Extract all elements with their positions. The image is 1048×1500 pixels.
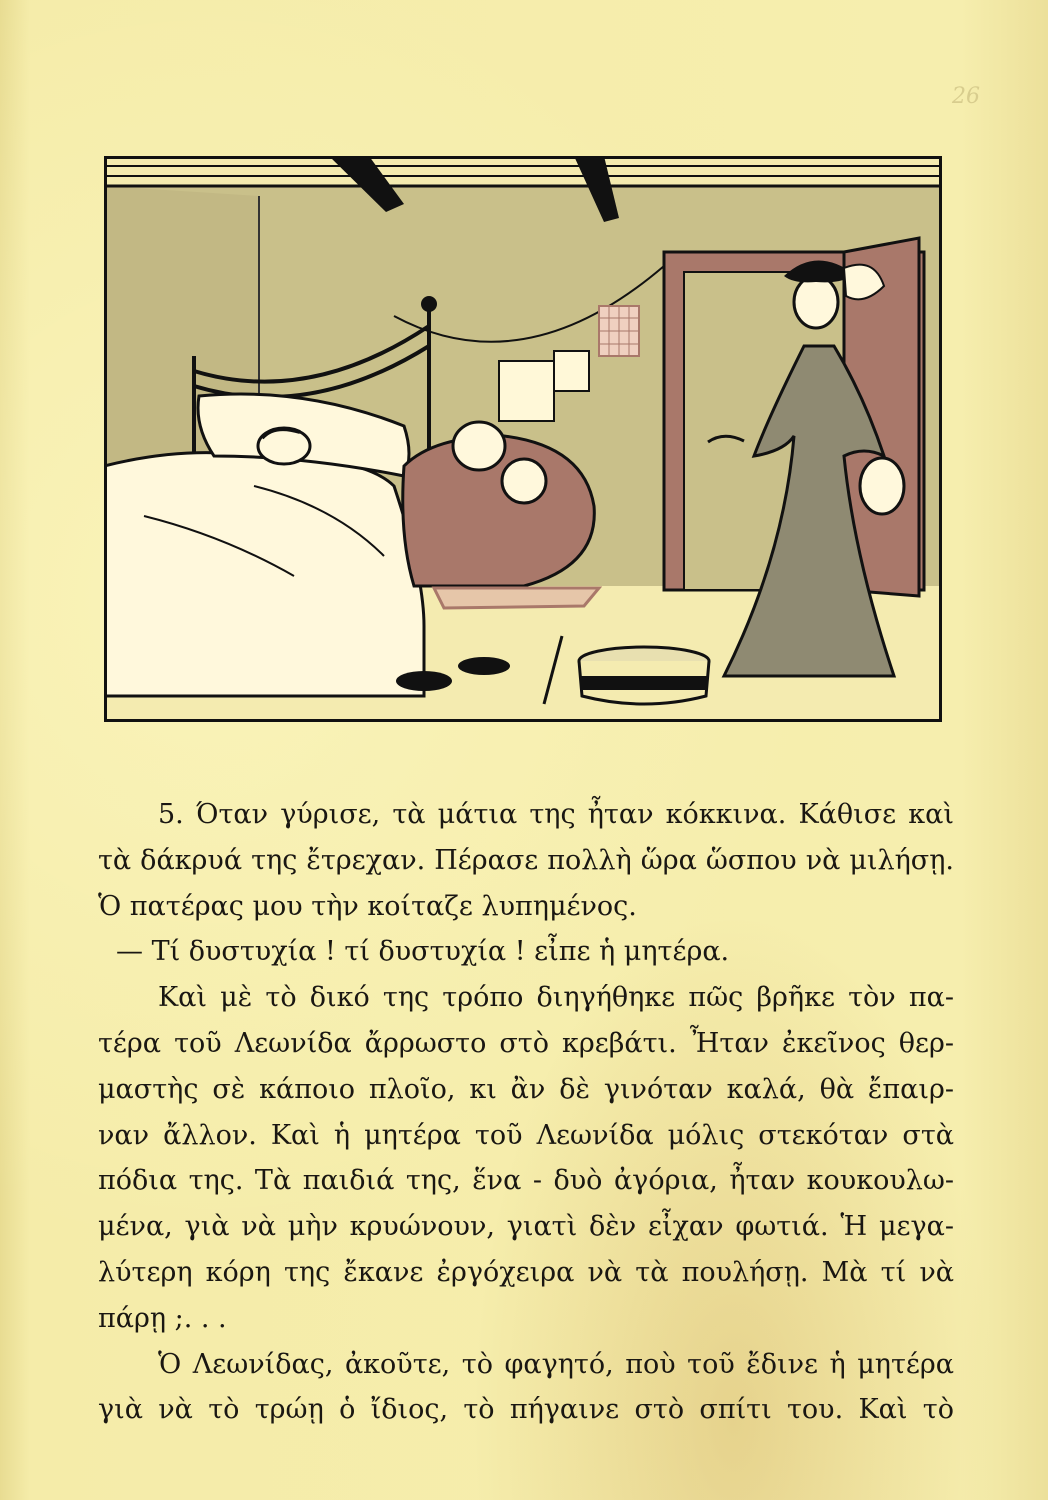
text-line: Ὁ Λεωνίδας, ἀκοῦτε, τὸ φαγητό, ποὺ τοῦ ἔδινε ἡ μητέρα — [158, 1348, 954, 1380]
page-number: 26 — [952, 84, 980, 109]
text-line: — Τί δυστυχία ! τί δυστυχία ! εἶπε ἡ μητέρα. — [116, 936, 730, 968]
hanging-shirt — [499, 361, 554, 421]
shoe-right — [458, 657, 510, 675]
text-line: ναν ἄλλον. Καὶ ἡ μητέρα τοῦ Λεωνίδα μόλις στεκόταν στὰ — [98, 1119, 954, 1151]
text-line: τέρα τοῦ Λεωνίδα ἄρρωστο στὸ κρεβάτι. Ἦταν ἐκεῖνος θερ- — [98, 1027, 954, 1059]
text-line: μένα, γιὰ νὰ μὴν κρυώνουν, γιατὶ δὲν εἶχαν φωτιά. Ἡ μεγα- — [98, 1211, 954, 1243]
child-head-2 — [502, 459, 546, 503]
illustration-svg — [104, 156, 942, 722]
ceiling — [104, 156, 942, 186]
text-line: Ὁ πατέρας μου τὴν κοίταζε λυπημένος. — [98, 890, 637, 922]
bedroom-illustration — [104, 156, 942, 722]
hanging-rag — [554, 351, 589, 391]
text-line: Καὶ μὲ τὸ δικό της τρόπο διηγήθηκε πῶς βρῆκε τὸν πα- — [158, 982, 954, 1014]
text-line: λύτερη κόρη της ἔκανε ἐργόχειρα νὰ τὰ πουλήσῃ. Μὰ τί νὰ — [98, 1256, 954, 1288]
bed-post-knob — [421, 296, 437, 312]
text-line: πάρῃ ;. . . — [98, 1302, 227, 1334]
shoe-left — [396, 671, 452, 691]
text-line: τὰ δάκρυά της ἔτρεχαν. Πέρασε πολλὴ ὥρα ὥσπου νὰ μιλήσῃ. — [98, 844, 954, 876]
woman-face — [794, 276, 838, 328]
floor-mat — [434, 588, 599, 608]
woman-handbag — [860, 458, 904, 514]
basin-band — [581, 676, 707, 690]
story-text — [98, 792, 954, 1433]
text-line: γιὰ νὰ τὸ τρώῃ ὁ ἴδιος, τὸ πήγαινε στὸ σπίτι του. Καὶ τὸ — [98, 1394, 954, 1426]
text-line: πόδια της. Τὰ παιδιά της, ἕνα - δυὸ ἀγόρια, ἦταν κουκουλω- — [98, 1165, 954, 1197]
text-line: μαστὴς σὲ κάποιο πλοῖο, κι ἂν δὲ γινόταν καλά, θὰ ἔπαιρ- — [98, 1073, 954, 1105]
text-line: 5. Όταν γύρισε, τὰ μάτια της ἦταν κόκκινα. Κάθισε καὶ — [158, 799, 954, 830]
child-head-1 — [453, 422, 505, 470]
